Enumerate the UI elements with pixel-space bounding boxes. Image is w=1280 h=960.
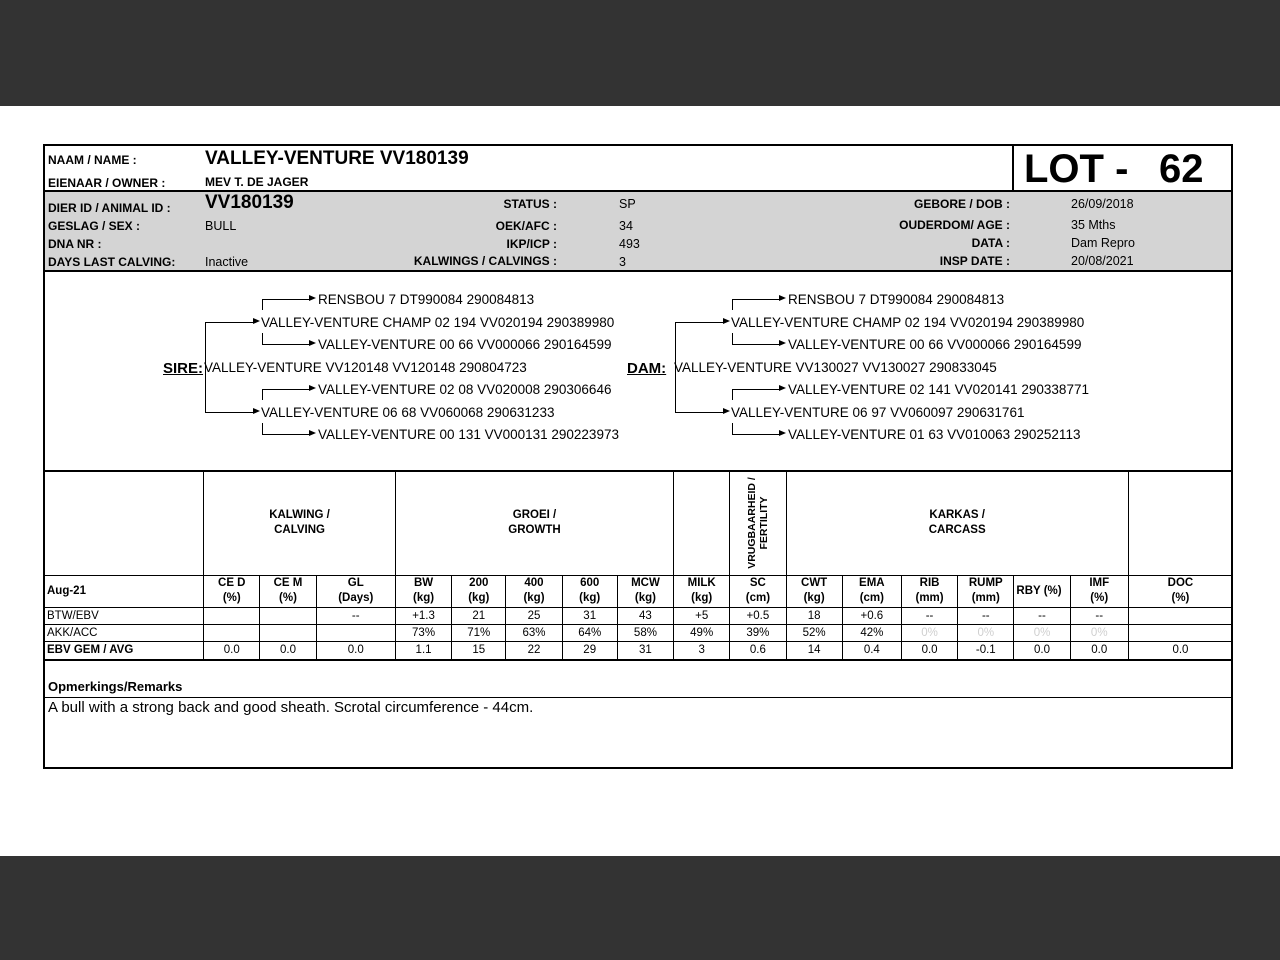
ebv-cell	[260, 607, 316, 624]
ebv-cell: --	[958, 607, 1014, 624]
calvings-label: KALWINGS / CALVINGS :	[413, 254, 557, 268]
ebv-cell: 49%	[674, 624, 730, 641]
ebv-cell: 21	[452, 607, 506, 624]
ebv-group-row	[45, 471, 1232, 575]
sire-dam-dam: VALLEY-VENTURE 00 131 VV000131 290223973	[318, 427, 619, 442]
animal-id-label: DIER ID / ANIMAL ID :	[48, 201, 171, 215]
ebv-cell: +5	[674, 607, 730, 624]
ebv-col-rump: RUMP (mm)	[958, 575, 1014, 607]
animal-id-value: VV180139	[205, 192, 294, 213]
ebv-col-ce-d: CE D (%)	[204, 575, 260, 607]
ebv-cell: 0.0	[204, 641, 260, 660]
ebv-cell: 29	[562, 641, 617, 660]
ebv-col-gl: GL (Days)	[316, 575, 395, 607]
ebv-cell: +0.6	[842, 607, 901, 624]
ebv-cell: 0%	[1014, 624, 1070, 641]
dam-sire: VALLEY-VENTURE CHAMP 02 194 VV020194 290389980	[731, 315, 1085, 330]
sire-dam: VALLEY-VENTURE 06 68 VV060068 290631233	[261, 405, 555, 420]
ebv-cell: -0.1	[958, 641, 1014, 660]
ebv-cell: 0%	[901, 624, 957, 641]
ebv-row-label: BTW/EBV	[45, 607, 204, 624]
ebv-table	[45, 471, 1232, 661]
dam-dam: VALLEY-VENTURE 06 97 VV060097 290631761	[731, 405, 1025, 420]
ebv-column-header-row	[45, 575, 1232, 607]
ebv-row-avg	[45, 641, 1232, 660]
remarks-label: Opmerkings/Remarks	[48, 679, 183, 694]
lot-label: LOT -	[1024, 147, 1129, 191]
ebv-col-400: 400 (kg)	[506, 575, 562, 607]
dob-label: GEBORE / DOB :	[913, 197, 1010, 211]
ebv-cell: 0.0	[901, 641, 957, 660]
ebv-col-cwt: CWT (kg)	[786, 575, 842, 607]
ebv-cell	[1128, 607, 1232, 624]
ebv-cell: 15	[452, 641, 506, 660]
ebv-cell: 39%	[730, 624, 786, 641]
sire-sire: VALLEY-VENTURE CHAMP 02 194 VV020194 290389980	[261, 315, 615, 330]
afc-label: OEK/AFC :	[495, 219, 557, 233]
ebv-row-label: AKK/ACC	[45, 624, 204, 641]
insp-date-value: 20/08/2021	[1071, 254, 1134, 268]
ebv-cell: 31	[617, 641, 673, 660]
ebv-cell: --	[1014, 607, 1070, 624]
dna-label: DNA NR :	[48, 237, 102, 251]
lot-number: 62	[1159, 147, 1204, 191]
ebv-cell: 63%	[506, 624, 562, 641]
sire-name: VALLEY-VENTURE VV120148 VV120148 290804723	[204, 360, 527, 375]
ebv-row-btw	[45, 607, 1232, 624]
ebv-col-ce-m: CE M (%)	[260, 575, 316, 607]
ebv-cell	[260, 624, 316, 641]
ebv-cell: 0.0	[260, 641, 316, 660]
animal-card	[43, 144, 1233, 769]
ebv-cell: 0.0	[1014, 641, 1070, 660]
sex-label: GESLAG / SEX :	[48, 219, 141, 233]
ebv-col-200: 200 (kg)	[452, 575, 506, 607]
ebv-cell: --	[316, 607, 395, 624]
ebv-col-ema: EMA (cm)	[842, 575, 901, 607]
insp-date-label: INSP DATE :	[939, 254, 1010, 268]
ebv-cell: 31	[562, 607, 617, 624]
ebv-cell: 0%	[1070, 624, 1128, 641]
dob-value: 26/09/2018	[1071, 197, 1134, 211]
data-value: Dam Repro	[1071, 236, 1135, 250]
age-value: 35 Mths	[1071, 218, 1116, 232]
dam-name: VALLEY-VENTURE VV130027 VV130027 290833045	[674, 360, 997, 375]
ebv-cell	[204, 624, 260, 641]
carcass-group-header: KARKAS / CARCASS	[786, 471, 1128, 575]
ebv-col-mcw: MCW (kg)	[617, 575, 673, 607]
growth-group-header: GROEI / GROWTH	[395, 471, 673, 575]
ebv-cell: 42%	[842, 624, 901, 641]
status-value: SP	[619, 197, 636, 211]
ebv-col-600: 600 (kg)	[562, 575, 617, 607]
calving-group-header: KALWING / CALVING	[204, 471, 396, 575]
sire-sire-dam: VALLEY-VENTURE 00 66 VV000066 290164599	[318, 337, 612, 352]
days-calving-value: Inactive	[205, 255, 249, 269]
dam-dam-sire: VALLEY-VENTURE 02 141 VV020141 290338771	[788, 382, 1089, 397]
ebv-cell: 0.0	[1128, 641, 1232, 660]
ebv-cell: 0%	[958, 624, 1014, 641]
ebv-col-doc: DOC (%)	[1128, 575, 1232, 607]
calvings-value: 3	[619, 255, 626, 269]
animal-name: VALLEY-VENTURE VV180139	[205, 148, 469, 169]
icp-value: 493	[619, 237, 640, 251]
ebv-cell: 25	[506, 607, 562, 624]
ebv-col-imf: IMF (%)	[1070, 575, 1128, 607]
ebv-cell: --	[1070, 607, 1128, 624]
lot-sheet-page	[0, 106, 1280, 856]
ebv-row-akk	[45, 624, 1232, 641]
ebv-cell: 58%	[617, 624, 673, 641]
status-label: STATUS :	[503, 197, 557, 211]
ebv-cell: 52%	[786, 624, 842, 641]
days-calving-label: DAYS LAST CALVING:	[48, 255, 176, 269]
ebv-cell: +1.3	[395, 607, 451, 624]
ebv-cell: 0.0	[1070, 641, 1128, 660]
owner-value: MEV T. DE JAGER	[205, 175, 309, 189]
ebv-cell: 3	[674, 641, 730, 660]
sire-dam-sire: VALLEY-VENTURE 02 08 VV020008 290306646	[318, 382, 612, 397]
ebv-cell	[1128, 624, 1232, 641]
ebv-cell: 14	[786, 641, 842, 660]
ebv-cell	[316, 624, 395, 641]
sire-label: SIRE:	[163, 360, 204, 377]
ebv-col-sc: SC (cm)	[730, 575, 786, 607]
ebv-cell: 18	[786, 607, 842, 624]
ebv-col-milk: MILK (kg)	[674, 575, 730, 607]
dam-label: DAM:	[627, 360, 667, 377]
ebv-cell: 71%	[452, 624, 506, 641]
fertility-group-header: VRUGBAARHEID / FERTILITY	[730, 471, 786, 575]
ebv-cell: 22	[506, 641, 562, 660]
ebv-col-rib: RIB (mm)	[901, 575, 957, 607]
ebv-cell: 64%	[562, 624, 617, 641]
ebv-cell: 1.1	[395, 641, 451, 660]
owner-label: EIENAAR / OWNER :	[48, 176, 166, 190]
age-label: OUDERDOM/ AGE :	[899, 218, 1010, 232]
sire-sire-sire: RENSBOU 7 DT990084 290084813	[318, 292, 535, 307]
sex-value: BULL	[205, 219, 237, 233]
ebv-cell: 0.6	[730, 641, 786, 660]
ebv-cell	[204, 607, 260, 624]
ebv-cell: 43	[617, 607, 673, 624]
name-label: NAAM / NAME :	[48, 153, 137, 167]
ebv-col-bw: BW (kg)	[395, 575, 451, 607]
dam-sire-sire: RENSBOU 7 DT990084 290084813	[788, 292, 1005, 307]
afc-value: 34	[619, 219, 633, 233]
ebv-cell: 0.0	[316, 641, 395, 660]
ebv-row-label: EBV GEM / AVG	[45, 641, 204, 660]
ebv-cell: 0.4	[842, 641, 901, 660]
ebv-cell: 73%	[395, 624, 451, 641]
remarks-text: A bull with a strong back and good sheath. Scrotal circumference - 44cm.	[48, 699, 534, 716]
data-label: DATA :	[971, 236, 1010, 250]
ebv-date-label: Aug-21	[45, 575, 204, 607]
icp-label: IKP/ICP :	[506, 237, 557, 251]
dam-sire-dam: VALLEY-VENTURE 00 66 VV000066 290164599	[788, 337, 1082, 352]
ebv-cell: +0.5	[730, 607, 786, 624]
ebv-col-rby: RBY (%)	[1014, 575, 1070, 607]
ebv-cell: --	[901, 607, 957, 624]
dam-dam-dam: VALLEY-VENTURE 01 63 VV010063 290252113	[788, 427, 1081, 442]
